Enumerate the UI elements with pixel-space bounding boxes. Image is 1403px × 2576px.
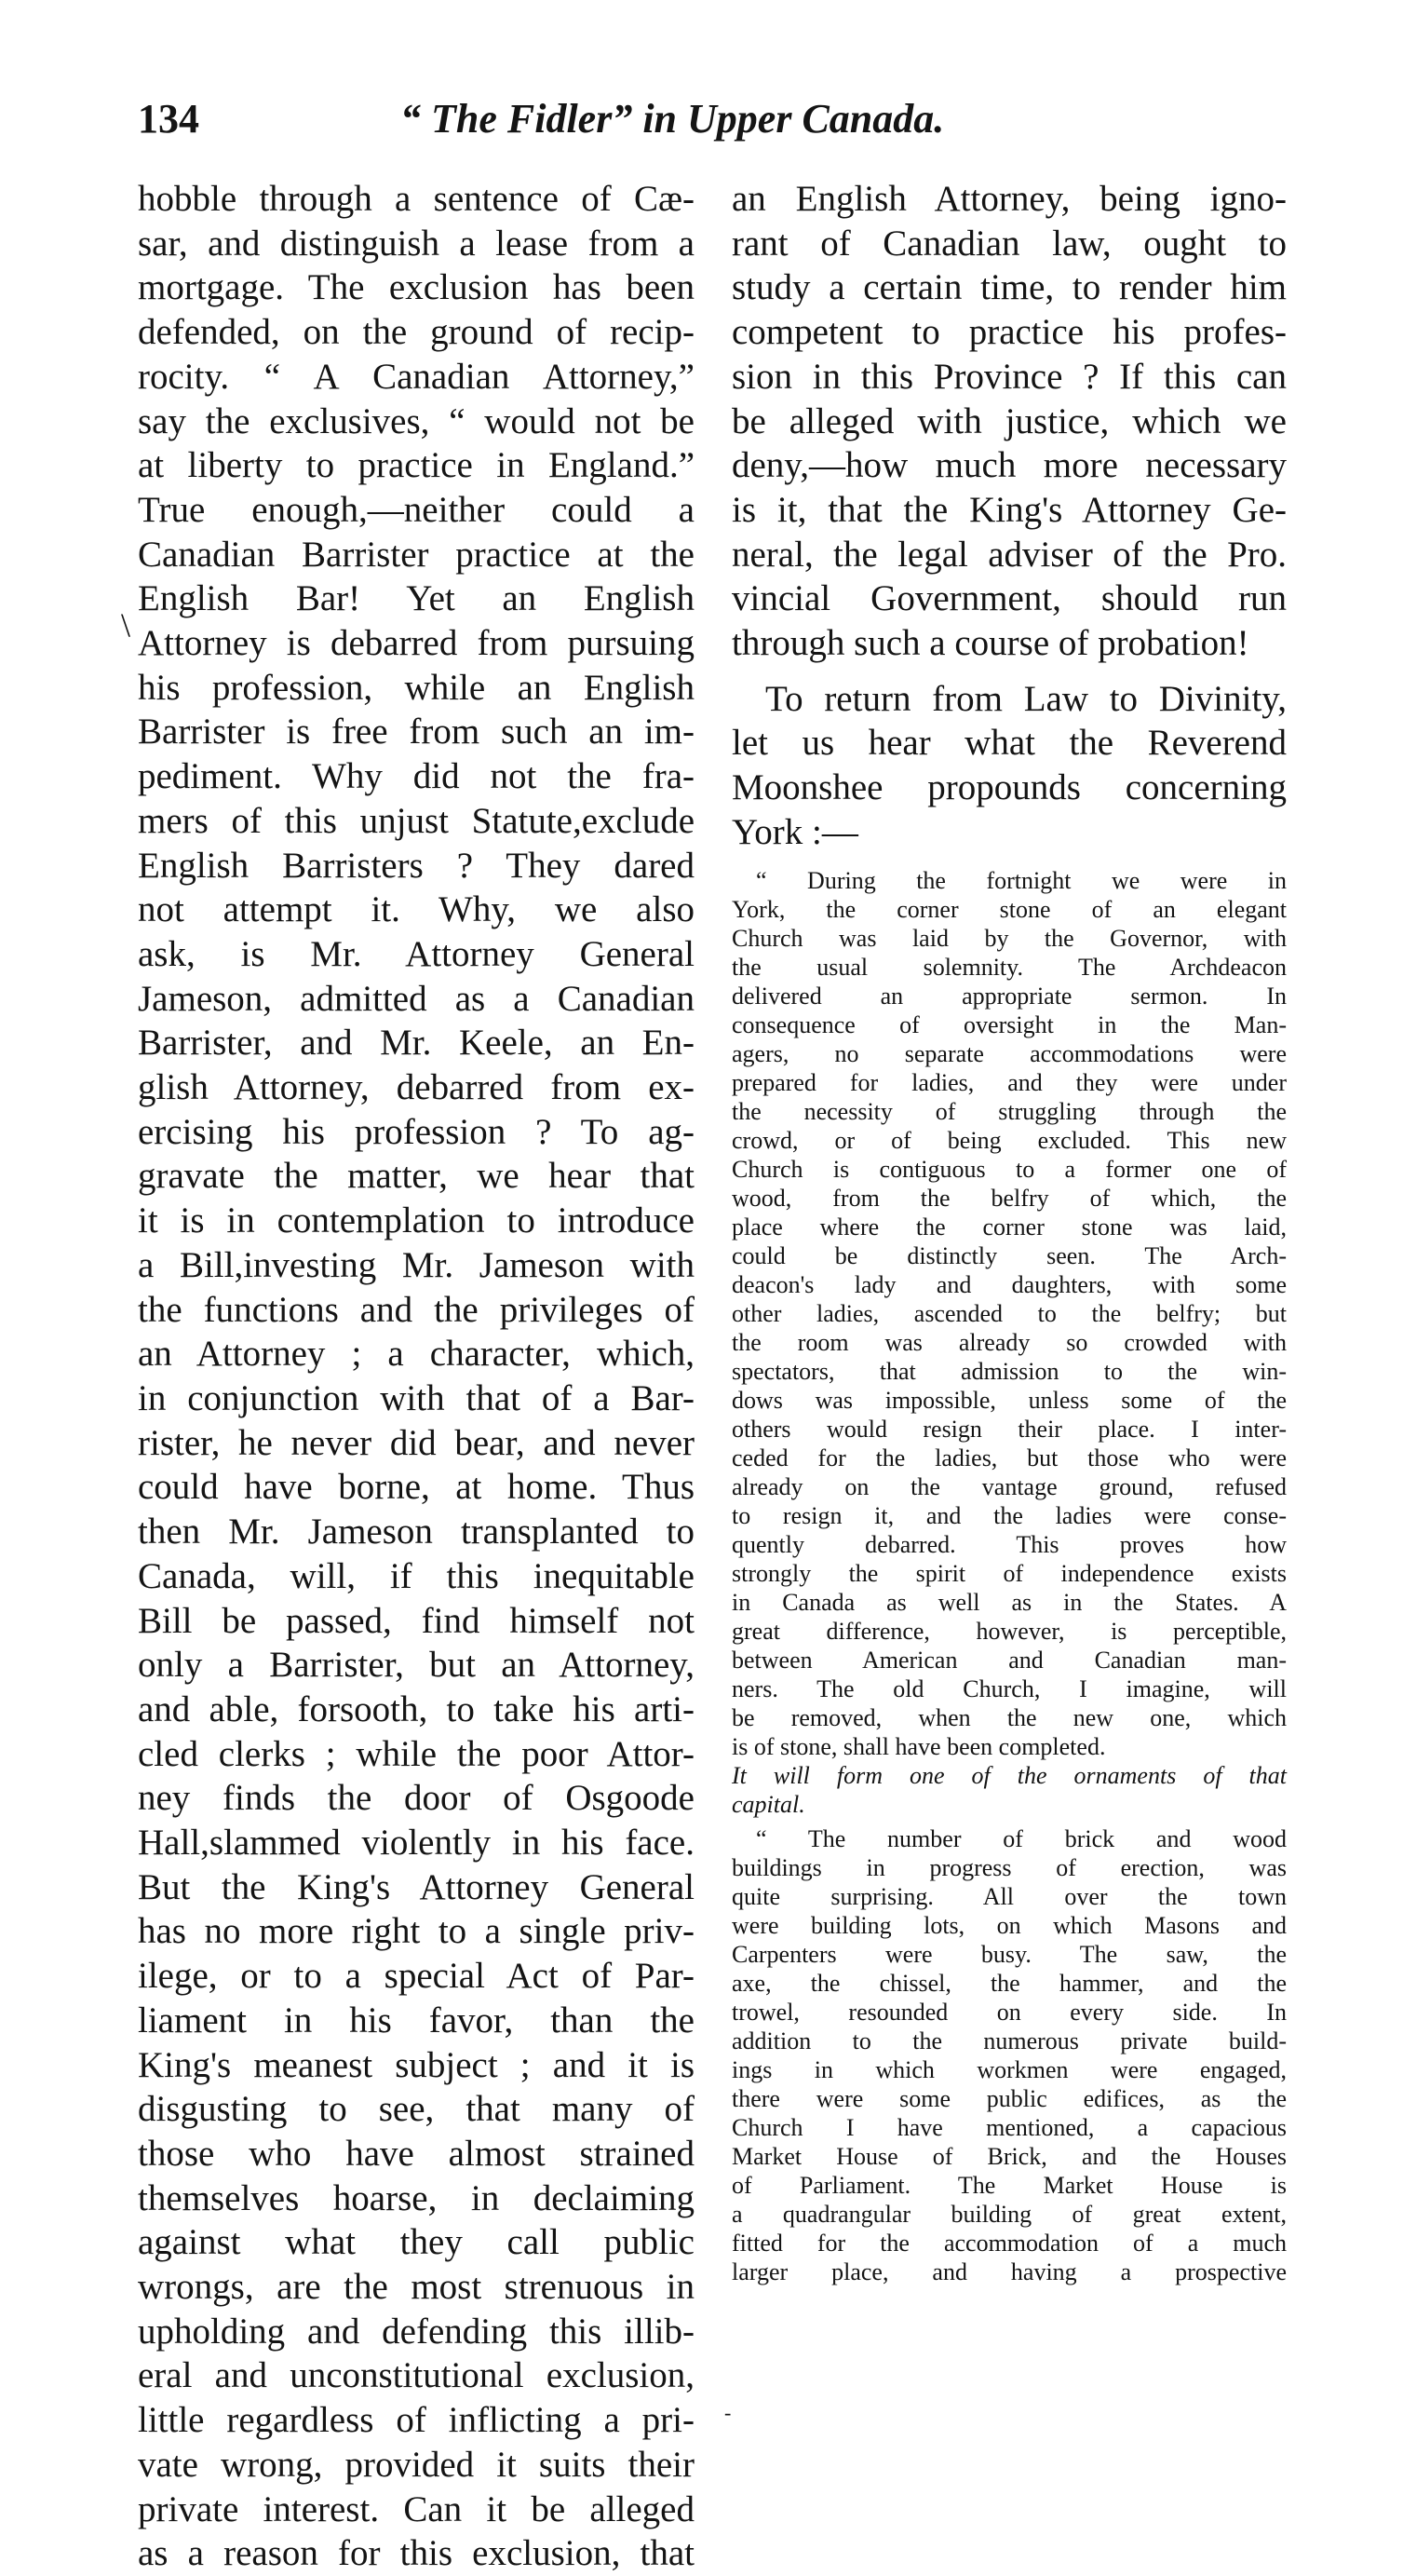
text-line: spectators, that admission to the win- bbox=[732, 1357, 1287, 1385]
text-line: Church is contiguous to a former one of bbox=[732, 1155, 1287, 1183]
text-line: ners. The old Church, I imagine, will bbox=[732, 1674, 1287, 1702]
text-line: strongly the spirit of independence exists bbox=[732, 1559, 1287, 1587]
text-line: it is in contemplation to introduce bbox=[138, 1200, 695, 1241]
text-line: True enough,—neither could a bbox=[138, 489, 695, 530]
text-line: Church was laid by the Governor, with bbox=[732, 924, 1287, 952]
text-line: defended, on the ground of recip- bbox=[138, 312, 695, 353]
text-line: “ During the fortnight we were in bbox=[756, 866, 1287, 894]
text-line: neral, the legal adviser of the Pro. bbox=[732, 534, 1287, 575]
text-line: then Mr. Jameson transplanted to bbox=[138, 1512, 695, 1552]
text-line: Bill be passed, find himself not bbox=[138, 1600, 695, 1641]
text-line: at liberty to practice in England.” bbox=[138, 445, 695, 486]
text-line: only a Barrister, but an Attorney, bbox=[138, 1645, 695, 1686]
text-line: York, the corner stone of an elegant bbox=[732, 895, 1287, 923]
text-line: were building lots, on which Masons and bbox=[732, 1911, 1287, 1939]
text-line: and able, forsooth, to take his arti- bbox=[138, 1688, 695, 1729]
text-line: sar, and distinguish a lease from a bbox=[138, 223, 695, 264]
text-line: agers, no separate accommodations were bbox=[732, 1039, 1287, 1067]
text-line: pediment. Why did not the fra- bbox=[138, 756, 695, 797]
text-line: deny,—how much more necessary bbox=[732, 445, 1287, 486]
text-line: crowd, or of being excluded. This new bbox=[732, 1126, 1287, 1154]
text-line: Barrister is free from such an im- bbox=[138, 712, 695, 752]
margin-mark: \ bbox=[121, 606, 131, 644]
text-line: the necessity of struggling through the bbox=[732, 1097, 1287, 1125]
text-line: Moonshee propounds concerning bbox=[732, 767, 1287, 808]
text-line: a Bill,investing Mr. Jameson with bbox=[138, 1244, 695, 1285]
text-line: has no more right to a single priv- bbox=[138, 1911, 695, 1952]
text-line: Jameson, admitted as a Canadian bbox=[138, 978, 695, 1019]
text-line: wrongs, are the most strenuous in bbox=[138, 2267, 695, 2308]
text-line: Market House of Brick, and the Houses bbox=[732, 2142, 1287, 2170]
text-line: ney finds the door of Osgoode bbox=[138, 1778, 695, 1819]
text-line: vincial Government, should run bbox=[732, 578, 1287, 619]
text-line: disgusting to see, that many of bbox=[138, 2089, 695, 2130]
text-line: capital. bbox=[732, 1790, 805, 1818]
page-header bbox=[138, 95, 1302, 160]
text-line: eral and unconstitutional exclusion, bbox=[138, 2355, 695, 2396]
text-line: let us hear what the Reverend bbox=[732, 723, 1287, 764]
text-line: Carpenters were busy. The saw, the bbox=[732, 1940, 1287, 1968]
text-line: mers of this unjust Statute,exclude bbox=[138, 800, 695, 841]
text-line: little regardless of inflicting a pri- bbox=[138, 2400, 695, 2441]
text-line: the usual solemnity. The Archdeacon bbox=[732, 953, 1287, 981]
text-line: his profession, while an English bbox=[138, 667, 695, 708]
text-line: ask, is Mr. Attorney General bbox=[138, 933, 695, 974]
text-line: dows was impossible, unless some of the bbox=[732, 1386, 1287, 1414]
text-line: “ The number of brick and wood bbox=[756, 1824, 1287, 1852]
bottom-mark: - bbox=[724, 2401, 732, 2424]
text-line: rocity. “ A Canadian Attorney,” bbox=[138, 356, 695, 397]
text-line: King's meanest subject ; and it is bbox=[138, 2044, 695, 2085]
text-line: But the King's Attorney General bbox=[138, 1866, 695, 1907]
text-line: the functions and the privileges of bbox=[138, 1289, 695, 1330]
text-line: hobble through a sentence of Cæ- bbox=[138, 179, 695, 219]
text-line: deacon's lady and daughters, with some bbox=[732, 1270, 1287, 1298]
text-line: in Canada as well as in the States. A bbox=[732, 1588, 1287, 1616]
text-line: in conjunction with that of a Bar- bbox=[138, 1377, 695, 1418]
text-line: already on the vantage ground, refused bbox=[732, 1472, 1287, 1500]
text-line: quently debarred. This proves how bbox=[732, 1530, 1287, 1558]
text-line: be removed, when the new one, which bbox=[732, 1703, 1287, 1731]
text-line: Hall,slammed violently in his face. bbox=[138, 1823, 695, 1864]
text-line: themselves hoarse, in declaiming bbox=[138, 2177, 695, 2218]
text-line: glish Attorney, debarred from ex- bbox=[138, 1067, 695, 1108]
text-line: ings in which workmen were engaged, bbox=[732, 2055, 1287, 2083]
text-line: consequence of oversight in the Man- bbox=[732, 1010, 1287, 1038]
text-line: not attempt it. Why, we also bbox=[138, 889, 695, 930]
text-line: private interest. Can it be alleged bbox=[138, 2488, 695, 2529]
text-line: ceded for the ladies, but those who were bbox=[732, 1444, 1287, 1471]
text-line: sion in this Province ? If this can bbox=[732, 356, 1287, 397]
running-title: “ The Fidler” in Upper Canada. bbox=[400, 96, 945, 142]
text-line: study a certain time, to render him bbox=[732, 267, 1287, 308]
text-line: could have borne, at home. Thus bbox=[138, 1467, 695, 1508]
text-line: an English Attorney, being igno- bbox=[732, 179, 1287, 219]
text-line: through such a course of probation! bbox=[732, 623, 1249, 664]
text-line: mortgage. The exclusion has been bbox=[138, 267, 695, 308]
text-line: addition to the numerous private build- bbox=[732, 2027, 1287, 2054]
text-line: larger place, and having a prospective bbox=[732, 2257, 1287, 2285]
text-line: competent to practice his profes- bbox=[732, 312, 1287, 353]
text-line: great difference, however, is perceptible, bbox=[732, 1617, 1287, 1645]
text-line: between American and Canadian man- bbox=[732, 1646, 1287, 1674]
text-line: could be distinctly seen. The Arch- bbox=[732, 1241, 1287, 1269]
text-line: against what they call public bbox=[138, 2222, 695, 2263]
quote-block-1-italic bbox=[732, 1761, 1287, 1819]
text-line: York :— bbox=[732, 811, 858, 852]
text-line: upholding and defending this illib- bbox=[138, 2311, 695, 2352]
text-line: is it, that the King's Attorney Ge- bbox=[732, 489, 1287, 530]
text-line: to resign it, and the ladies were conse- bbox=[732, 1501, 1287, 1529]
text-line: prepared for ladies, and they were under bbox=[732, 1068, 1287, 1096]
text-line: of Parliament. The Market House is bbox=[732, 2171, 1287, 2199]
text-line: Attorney is debarred from pursuing bbox=[138, 623, 695, 664]
text-line: there were some public edifices, as the bbox=[732, 2084, 1287, 2112]
left-column bbox=[138, 177, 695, 2576]
text-line: Barrister, and Mr. Keele, an En- bbox=[138, 1023, 695, 1064]
text-line: fitted for the accommodation of a much bbox=[732, 2229, 1287, 2257]
text-line: English Barristers ? They dared bbox=[138, 845, 695, 886]
text-line: say the exclusives, “ would not be bbox=[138, 400, 695, 441]
text-line: ercising his profession ? To ag- bbox=[138, 1111, 695, 1152]
text-line: vate wrong, provided it suits their bbox=[138, 2444, 695, 2485]
text-line: be alleged with justice, which we bbox=[732, 400, 1287, 441]
text-line: Canada, will, if this inequitable bbox=[138, 1555, 695, 1596]
text-line: rister, he never did bear, and never bbox=[138, 1422, 695, 1463]
text-line: is of stone, shall have been completed. bbox=[732, 1732, 1106, 1760]
text-line: as a reason for this exclusion, that bbox=[138, 2533, 695, 2574]
text-line: an Attorney ; a character, which, bbox=[138, 1334, 695, 1375]
text-line: rant of Canadian law, ought to bbox=[732, 223, 1287, 264]
text-line: delivered an appropriate sermon. In bbox=[732, 982, 1287, 1010]
text-line: Church I have mentioned, a capacious bbox=[732, 2113, 1287, 2141]
quote-block-1 bbox=[732, 866, 1287, 1761]
text-line: axe, the chissel, the hammer, and the bbox=[732, 1969, 1287, 1997]
text-line: It will form one of the ornaments of that bbox=[732, 1761, 1287, 1789]
text-line: Canadian Barrister practice at the bbox=[138, 534, 695, 575]
text-line: wood, from the belfry of which, the bbox=[732, 1184, 1287, 1212]
text-line: English Bar! Yet an English bbox=[138, 578, 695, 619]
text-line: buildings in progress of erection, was bbox=[732, 1853, 1287, 1881]
paragraph-1 bbox=[732, 177, 1287, 666]
text-line: liament in his favor, than the bbox=[138, 2000, 695, 2040]
text-line: other ladies, ascended to the belfry; but bbox=[732, 1299, 1287, 1327]
text-line: those who have almost strained bbox=[138, 2133, 695, 2174]
quote-block-2 bbox=[732, 1824, 1287, 2286]
paragraph-2 bbox=[732, 677, 1287, 855]
text-line: a quadrangular building of great extent, bbox=[732, 2200, 1287, 2228]
text-line: quite surprising. All over the town bbox=[732, 1882, 1287, 1910]
text-line: gravate the matter, we hear that bbox=[138, 1156, 695, 1197]
text-line: To return from Law to Divinity, bbox=[765, 678, 1287, 719]
text-line: the room was already so crowded with bbox=[732, 1328, 1287, 1356]
text-line: ilege, or to a special Act of Par- bbox=[138, 1956, 695, 1997]
text-line: others would resign their place. I inter- bbox=[732, 1415, 1287, 1443]
text-line: trowel, resounded on every side. In bbox=[732, 1998, 1287, 2026]
page-number: 134 bbox=[138, 96, 199, 142]
text-line: place where the corner stone was laid, bbox=[732, 1213, 1287, 1241]
right-column bbox=[732, 177, 1287, 2286]
text-line: cled clerks ; while the poor Attor- bbox=[138, 1733, 695, 1774]
